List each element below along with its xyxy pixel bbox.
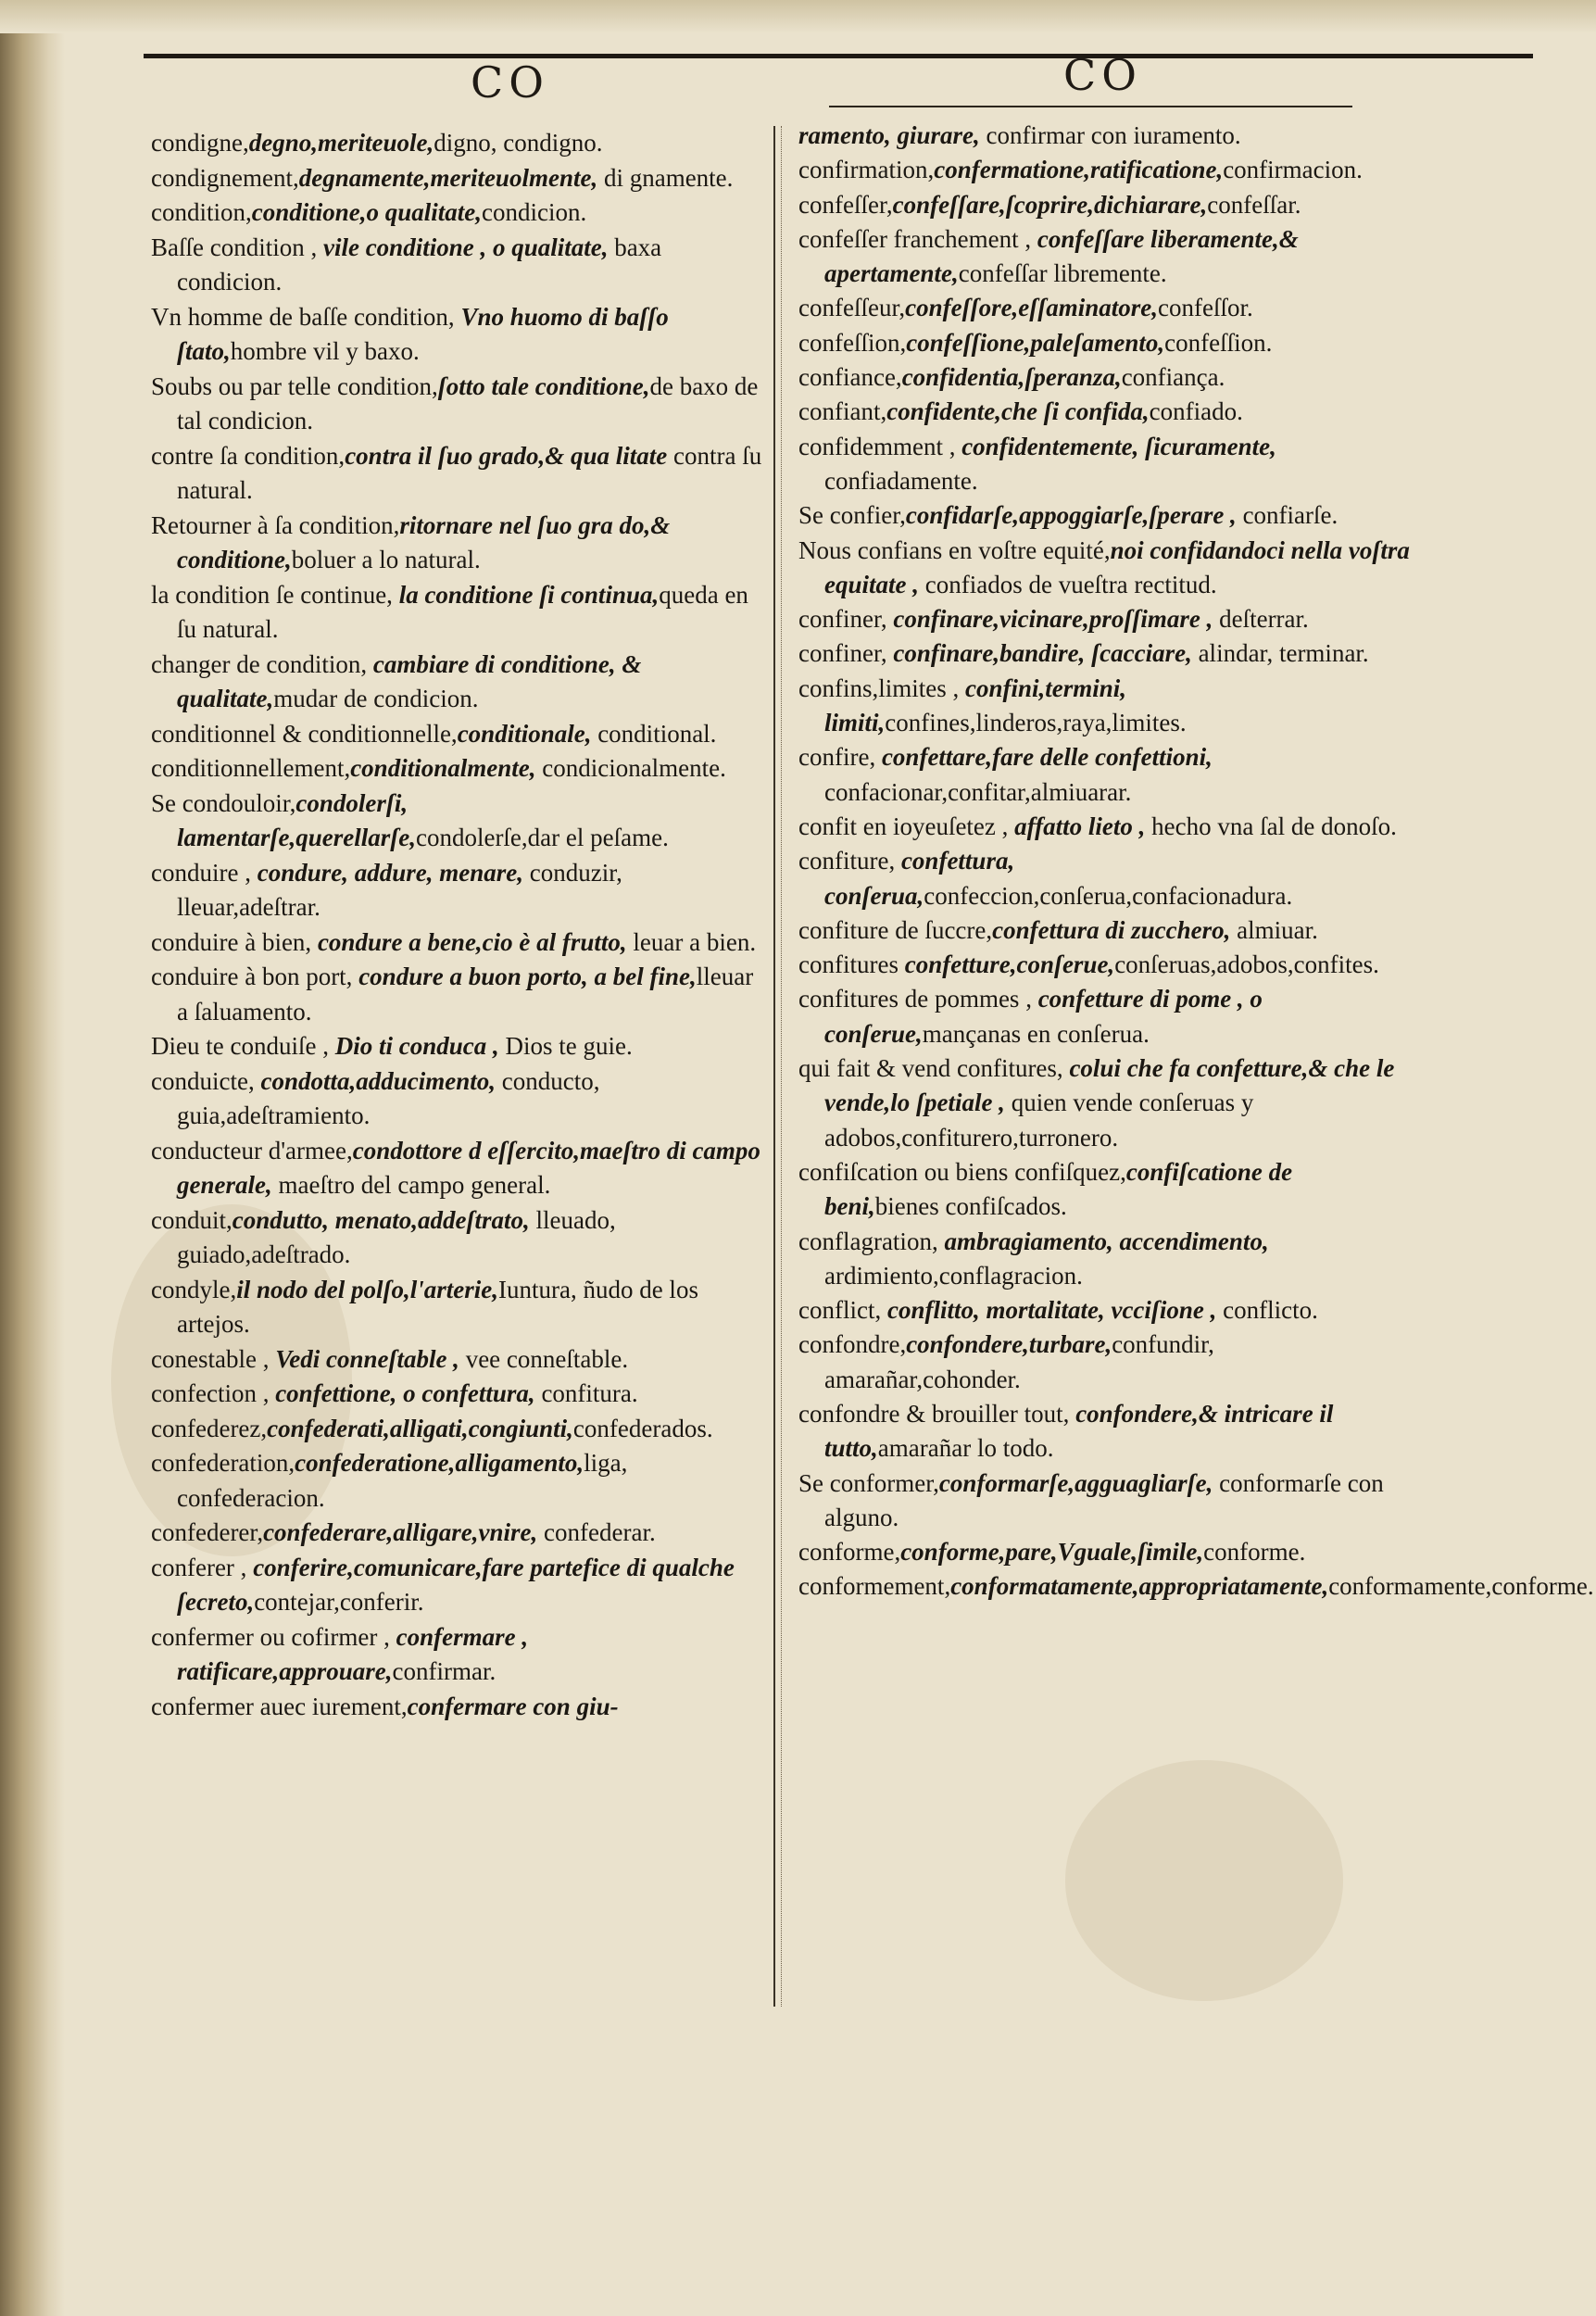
- entry-text: hombre vil y baxo.: [230, 337, 420, 365]
- entry-text: baxa condicion.: [177, 233, 662, 296]
- dictionary-entry: [798, 1397, 1410, 1466]
- entry-text: confiſcation ou biens confiſquez,: [798, 1157, 1126, 1186]
- entry-text: confeſſar libremente.: [958, 259, 1167, 288]
- dictionary-entry: [151, 1620, 762, 1690]
- dictionary-entry: [798, 1051, 1410, 1155]
- entry-text: conducteur d'armee,: [151, 1136, 353, 1164]
- entry-text: confiarſe.: [1236, 501, 1338, 530]
- entry-text: condicion.: [482, 198, 587, 226]
- dictionary-entry: [151, 161, 762, 196]
- italian-gloss: condure, addure, menare,: [257, 858, 523, 887]
- dictionary-entry: [151, 1064, 762, 1134]
- entry-text: vee conneſtable.: [459, 1344, 629, 1373]
- entry-text: confiance,: [798, 363, 902, 392]
- entry-text: condolerſe,dar el peſame.: [415, 824, 669, 851]
- entry-text: Iuntura, ñudo de los artejos.: [177, 1275, 698, 1338]
- entry-text: confire,: [798, 743, 882, 772]
- entry-text: confidemment ,: [798, 432, 962, 460]
- dictionary-entry: [798, 913, 1410, 948]
- entry-text: confederer,: [151, 1518, 264, 1546]
- book-spine-shadow: [0, 0, 65, 2316]
- entry-text: confiture,: [798, 847, 901, 875]
- entry-text: confitures de pommes ,: [798, 985, 1038, 1013]
- dictionary-entry: [151, 1273, 762, 1342]
- entry-text: qui fait & vend confitures,: [798, 1054, 1070, 1083]
- dictionary-entry: [151, 1203, 762, 1273]
- italian-gloss: condutto, menato,addeſtrato,: [232, 1205, 530, 1234]
- entry-text: ardimiento,conflagracion.: [824, 1261, 1083, 1290]
- dictionary-entry: [798, 1569, 1594, 1604]
- dictionary-entry: [798, 1328, 1410, 1397]
- entry-text: conflict,: [798, 1296, 887, 1325]
- italian-gloss: confidentemente, ſicuramente,: [961, 432, 1276, 460]
- column-separator-dotted: [781, 126, 782, 2007]
- dictionary-entry: [798, 395, 1410, 429]
- dictionary-entry: [798, 188, 1410, 222]
- column-separator: [773, 126, 775, 2007]
- entry-text: confederation,: [151, 1449, 295, 1477]
- dictionary-entry: [798, 1155, 1410, 1225]
- entry-text: confacionar,confitar,almiuarar.: [824, 777, 1132, 806]
- entry-text: almiuar.: [1230, 915, 1318, 944]
- italian-gloss: vile conditione , o qualitate,: [322, 233, 609, 261]
- entry-text: contra ſu natural.: [177, 441, 762, 504]
- entry-text: confondre & brouiller tout,: [798, 1399, 1076, 1428]
- entry-text: confeccion,conſerua,confacionadura.: [924, 881, 1293, 910]
- dictionary-entry: [151, 1446, 762, 1516]
- entry-text: confiture de ſuccre,: [798, 915, 993, 944]
- left-column: [151, 126, 762, 1724]
- dictionary-entry: [151, 1342, 762, 1378]
- italian-gloss: confederare,alligare,vnire,: [263, 1518, 538, 1546]
- entry-text: hecho vna ſal de donoſo.: [1145, 812, 1397, 840]
- entry-text: conduzir, lleuar,adeſtrar.: [177, 858, 622, 921]
- dictionary-entry: [798, 534, 1410, 603]
- entry-text: lleuar a ſaluamento.: [177, 963, 754, 1026]
- entry-text: confirmation,: [798, 156, 935, 184]
- entry-text: condyle,: [151, 1275, 237, 1303]
- italian-gloss: la conditione ſi continua,: [398, 580, 660, 609]
- entry-text: mançanas en conſerua.: [922, 1019, 1150, 1048]
- entry-text: conforme,: [798, 1538, 901, 1567]
- dictionary-entry: [151, 370, 762, 439]
- entry-text: leuar a bien.: [626, 927, 757, 956]
- entry-text: conduit,: [151, 1205, 232, 1234]
- entry-text: conduire ,: [151, 858, 258, 887]
- entry-text: Soubs ou par telle condition,: [151, 371, 438, 400]
- entry-text: confederar.: [537, 1518, 656, 1546]
- italian-gloss: noi confidandoci nella voſtra equitate ,: [824, 535, 1410, 598]
- entry-text: lleuado, guiado,adeſtrado.: [177, 1205, 616, 1268]
- right-column: [798, 119, 1594, 1605]
- entry-text: confitures: [798, 950, 905, 979]
- dictionary-entry: [798, 119, 1410, 153]
- entry-text: confermer ou cofirmer ,: [151, 1622, 396, 1651]
- entry-text: conditionnel & conditionnelle,: [151, 719, 458, 748]
- entry-text: Vn homme de baſſe condition,: [151, 302, 461, 331]
- italian-gloss: confermare , ratificare,approuare,: [177, 1622, 529, 1685]
- dictionary-entry: [151, 1551, 762, 1620]
- dictionary-entry: [151, 195, 762, 231]
- dictionary-entry: [798, 1225, 1410, 1294]
- dictionary-entry: [151, 1690, 762, 1725]
- entry-text: confeſſeur,: [798, 294, 906, 322]
- entry-text: deſterrar.: [1213, 605, 1309, 634]
- italian-gloss: confettare,fare delle confettioni,: [881, 743, 1213, 772]
- italian-gloss: il nodo del polſo,l'arterie,: [236, 1275, 498, 1303]
- entry-text: maeſtro del campo general.: [271, 1171, 551, 1199]
- italian-gloss: condure a bene,cio è al frutto,: [317, 927, 627, 956]
- dictionary-entry: [151, 751, 762, 787]
- italian-gloss: confettura di zucchero,: [992, 915, 1231, 944]
- dictionary-entry: [798, 982, 1410, 1051]
- entry-text: conduicte,: [151, 1066, 261, 1095]
- dictionary-entry: [798, 636, 1410, 671]
- italian-gloss: ambragiamento, accendimento,: [944, 1227, 1269, 1255]
- entry-text: confiant,: [798, 397, 887, 426]
- dictionary-entry: [798, 153, 1410, 187]
- entry-text: Dios te guie.: [498, 1032, 633, 1060]
- entry-text: conformement,: [798, 1572, 951, 1601]
- entry-text: confirmacion.: [1223, 156, 1363, 184]
- entry-text: confederados.: [572, 1414, 713, 1442]
- entry-text: confederez,: [151, 1414, 268, 1442]
- dictionary-entry: [798, 810, 1410, 844]
- italian-gloss: condotta,adducimento,: [260, 1066, 496, 1095]
- italian-gloss: condure a buon porto, a bel fine,: [358, 963, 697, 990]
- italian-gloss: conformatamente,appropriatamente,: [950, 1572, 1329, 1601]
- italian-gloss: ſotto tale conditione,: [437, 371, 650, 400]
- dictionary-entry: [798, 1466, 1410, 1536]
- page-top-edge: [0, 0, 1596, 33]
- italian-gloss: confeſſare,ſcoprire,dichiarare,: [892, 190, 1208, 219]
- italian-gloss: ramento, giurare,: [798, 121, 980, 149]
- entry-text: Dieu te conduiſe ,: [151, 1032, 335, 1060]
- dictionary-entry: [798, 1535, 1410, 1569]
- entry-text: conditional.: [591, 719, 717, 748]
- italian-gloss: condottore d eſſercito,maeſtro di campo generale,: [177, 1136, 760, 1199]
- entry-text: confitura.: [534, 1379, 638, 1407]
- italian-gloss: conflitto, mortalitate, vcciſione ,: [886, 1296, 1217, 1325]
- dictionary-entry: [798, 948, 1410, 982]
- italian-gloss: cambiare di conditione, & qualitate,: [177, 649, 642, 712]
- italian-gloss: confondere,turbare,: [906, 1330, 1112, 1359]
- dictionary-entry: [151, 1029, 762, 1064]
- dictionary-entry: [798, 498, 1410, 533]
- entry-text: conſeruas,adobos,confites.: [1114, 950, 1379, 979]
- italian-gloss: Vno huomo di baſſo ſtato,: [177, 302, 669, 365]
- entry-text: confiner,: [798, 639, 894, 668]
- italian-gloss: degno,meriteuole,: [248, 129, 434, 157]
- italian-gloss: confettura, conſerua,: [824, 847, 1015, 910]
- italian-gloss: confermare con giu-: [407, 1692, 619, 1720]
- dictionary-entry: [798, 430, 1410, 499]
- header-rule: [144, 54, 1533, 58]
- entry-text: queda en ſu natural.: [177, 580, 748, 643]
- entry-text: confirmar con iuramento.: [979, 121, 1241, 149]
- entry-text: confit en ioyeuſetez ,: [798, 812, 1015, 840]
- italian-gloss: confondere,& intricare il tutto,: [824, 1399, 1334, 1463]
- italian-gloss: Vedi conneſtable ,: [275, 1344, 459, 1373]
- entry-text: confeſſer,: [798, 190, 893, 219]
- italian-gloss: confetture,conſerue,: [904, 950, 1115, 979]
- entry-text: conformarſe con alguno.: [824, 1468, 1384, 1531]
- italian-gloss: confidentia,ſperanza,: [901, 363, 1122, 392]
- entry-text: Se confier,: [798, 501, 906, 530]
- entry-text: confirmar.: [392, 1657, 496, 1685]
- entry-text: conflagration,: [798, 1227, 945, 1255]
- dictionary-entry: [151, 231, 762, 300]
- entry-text: confeſſion,: [798, 328, 907, 357]
- italian-gloss: condolerſi, lamentarſe,querellarſe,: [177, 788, 416, 851]
- header-rule-right: [829, 106, 1352, 107]
- entry-text: conformamente,conforme.: [1328, 1572, 1594, 1601]
- entry-text: Se conformer,: [798, 1468, 939, 1497]
- dictionary-entry: [151, 787, 762, 856]
- entry-text: conforme.: [1203, 1538, 1306, 1567]
- italian-gloss: confederatione,alligamento,: [295, 1449, 584, 1477]
- dictionary-entry: [798, 1293, 1410, 1328]
- entry-text: condignement,: [151, 163, 299, 192]
- running-head-left: CO: [471, 57, 549, 107]
- dictionary-entry: [798, 291, 1410, 325]
- entry-text: la condition ſe continue,: [151, 580, 399, 609]
- dictionary-entry: [798, 740, 1410, 810]
- dictionary-entry: [151, 648, 762, 717]
- entry-text: conduire à bien,: [151, 927, 318, 956]
- entry-text: digno, condigno.: [434, 129, 603, 157]
- entry-text: confermer auec iurement,: [151, 1692, 408, 1720]
- dictionary-entry: [151, 925, 762, 961]
- dictionary-entry: [151, 1412, 762, 1447]
- italian-gloss: confeſſore,eſſaminatore,: [905, 294, 1159, 322]
- dictionary-entry: [798, 602, 1410, 636]
- italian-gloss: contra il ſuo grado,& qua litate: [345, 441, 668, 470]
- entry-text: quien vende conſeruas y adobos,confiturero,turronero.: [824, 1089, 1254, 1152]
- running-head-right: CO: [1063, 50, 1142, 100]
- dictionary-entry: [151, 1377, 762, 1412]
- entry-text: contejar,conferir.: [254, 1588, 424, 1616]
- dictionary-entry: [798, 672, 1410, 741]
- dictionary-entry: [151, 439, 762, 509]
- entry-text: de baxo de tal condicion.: [177, 371, 759, 434]
- entry-text: di gnamente.: [597, 163, 734, 192]
- entry-text: confondre,: [798, 1330, 907, 1359]
- entry-text: conestable ,: [151, 1344, 276, 1373]
- entry-text: liga, confederacion.: [177, 1449, 628, 1512]
- entry-text: confeſſer franchement ,: [798, 224, 1037, 253]
- entry-text: conducto, guia,adeſtramiento.: [177, 1066, 600, 1129]
- entry-text: Nous confians en voſtre equité,: [798, 535, 1111, 564]
- italian-gloss: confeſſione,paleſamento,: [906, 328, 1165, 357]
- paper-stain: [1065, 1760, 1343, 2001]
- italian-gloss: conferire,comunicare,fare partefice di qualche ſecreto,: [177, 1553, 735, 1616]
- entry-text: Se condouloir,: [151, 788, 296, 817]
- entry-text: conduire à bon port,: [151, 963, 359, 990]
- entry-text: conditionnellement,: [151, 754, 351, 782]
- entry-text: conflicto.: [1216, 1296, 1318, 1325]
- italian-gloss: confini,termini, limiti,: [824, 673, 1127, 737]
- dictionary-entry: [798, 326, 1410, 360]
- dictionary-entry: [798, 360, 1410, 395]
- italian-gloss: colui che fa confetture,& che le vende,lo ſpetiale ,: [824, 1054, 1395, 1117]
- italian-gloss: confederati,alligati,congiunti,: [267, 1414, 573, 1442]
- italian-gloss: confinare,vicinare,proſſimare ,: [893, 605, 1213, 634]
- italian-gloss: affatto lieto ,: [1014, 812, 1146, 840]
- entry-text: confiados de vueſtra rectitud.: [919, 570, 1217, 598]
- dictionary-entry: [151, 960, 762, 1029]
- dictionary-entry: [151, 1134, 762, 1203]
- italian-gloss: confetture di pome , o conſerue,: [824, 985, 1263, 1048]
- italian-gloss: Dio ti conduca ,: [334, 1032, 499, 1060]
- entry-text: contre ſa condition,: [151, 441, 346, 470]
- italian-gloss: conditione,o qualitate,: [251, 198, 483, 226]
- entry-text: alindar, terminar.: [1191, 639, 1369, 668]
- entry-text: amarañar lo todo.: [877, 1434, 1054, 1463]
- dictionary-entry: [151, 717, 762, 752]
- entry-text: confiner,: [798, 605, 894, 634]
- dictionary-entry: [151, 300, 762, 370]
- entry-text: boluer a lo natural.: [291, 546, 481, 573]
- italian-gloss: conformarſe,agguagliarſe,: [938, 1468, 1213, 1497]
- entry-text: confines,linderos,raya,limites.: [885, 709, 1187, 737]
- italian-gloss: conditionale,: [457, 719, 592, 748]
- dictionary-entry: [151, 126, 762, 161]
- entry-text: condition,: [151, 198, 252, 226]
- entry-text: bienes confiſcados.: [874, 1192, 1067, 1221]
- entry-text: Retourner à ſa condition,: [151, 510, 400, 539]
- dictionary-entry: [151, 856, 762, 925]
- dictionary-entry: [798, 844, 1410, 913]
- italian-gloss: confidarſe,appoggiarſe,ſperare ,: [905, 501, 1237, 530]
- italian-gloss: degnamente,meriteuolmente,: [298, 163, 598, 192]
- italian-gloss: conditionalmente,: [350, 754, 536, 782]
- entry-text: mudar de condicion.: [273, 685, 479, 712]
- entry-text: confundir, amarañar,cohonder.: [824, 1330, 1214, 1393]
- entry-text: confiadamente.: [824, 466, 978, 495]
- italian-gloss: confermatione,ratificatione,: [934, 156, 1224, 184]
- entry-text: confeſſar.: [1207, 190, 1301, 219]
- dictionary-entry: [151, 1516, 762, 1551]
- dictionary-entry: [798, 222, 1410, 292]
- italian-gloss: ritornare nel ſuo gra do,& conditione,: [177, 510, 671, 573]
- italian-gloss: confettione, o confettura,: [275, 1379, 535, 1407]
- dictionary-entry: [151, 578, 762, 648]
- entry-text: confiança.: [1121, 363, 1225, 392]
- entry-text: confeſſion.: [1164, 328, 1273, 357]
- entry-text: confection ,: [151, 1379, 276, 1407]
- entry-text: condicionalmente.: [535, 754, 726, 782]
- italian-gloss: confiſcatione de beni,: [824, 1157, 1293, 1221]
- entry-text: confins,limites ,: [798, 673, 965, 702]
- entry-text: confeſſor.: [1158, 294, 1253, 322]
- entry-text: confiado.: [1149, 397, 1243, 426]
- entry-text: condigne,: [151, 129, 249, 157]
- italian-gloss: confeſſare liberamente,& apertamente,: [824, 224, 1299, 288]
- entry-text: conferer ,: [151, 1553, 254, 1581]
- italian-gloss: confinare,bandire, ſcacciare,: [893, 639, 1192, 668]
- entry-text: Baſſe condition ,: [151, 233, 323, 261]
- dictionary-entry: [151, 509, 762, 578]
- italian-gloss: confidente,che ſi confida,: [886, 397, 1150, 426]
- italian-gloss: conforme,pare,Vguale,ſimile,: [900, 1538, 1204, 1567]
- entry-text: changer de condition,: [151, 649, 373, 678]
